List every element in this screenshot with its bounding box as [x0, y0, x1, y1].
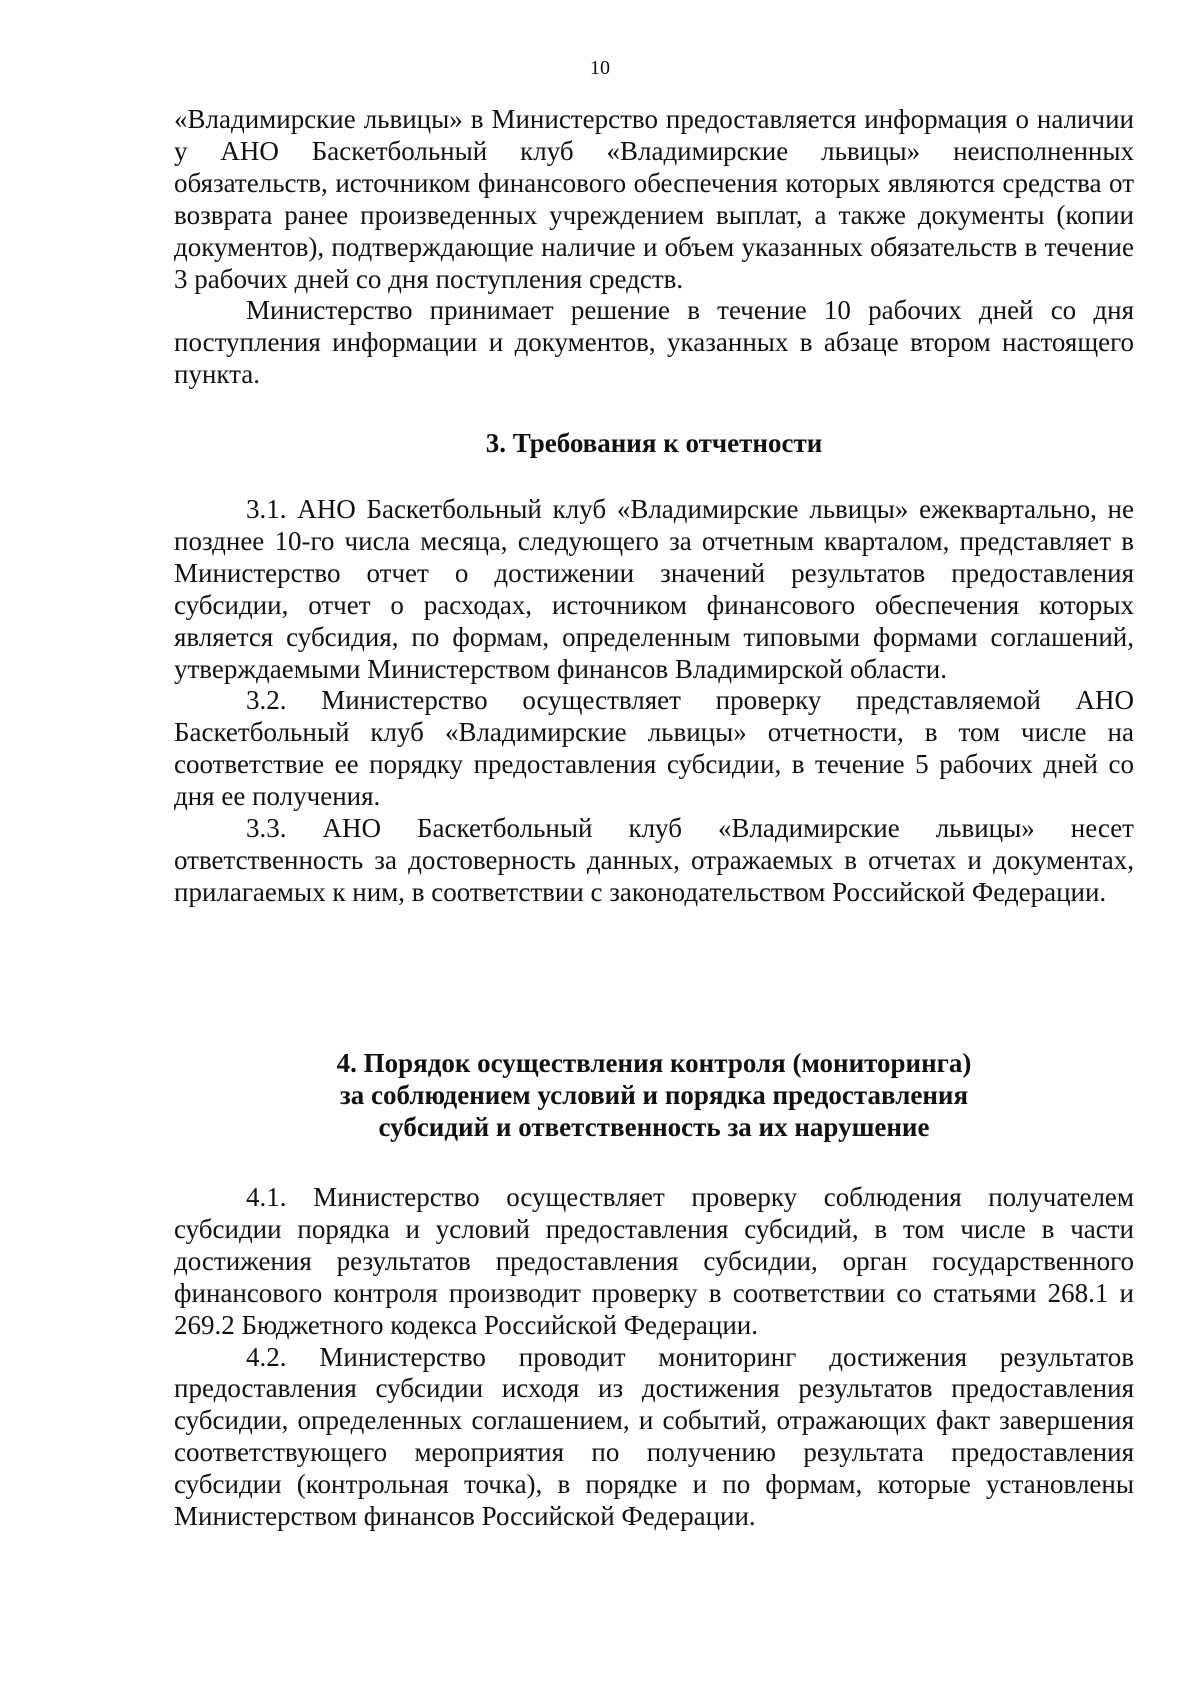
section-3-heading: 3. Требования к отчетности — [485, 428, 823, 458]
section-4-heading-line-2: за соблюдением условий и порядка предоставления — [339, 1079, 969, 1110]
section-4-body — [174, 1182, 1134, 1533]
section-4-heading — [174, 1048, 1134, 1144]
paragraph-3-3: 3.3. АНО Баскетбольный клуб «Владимирские львицы» несет ответственность за достоверность данных, отражаемых в отчетах и документах, прилагаемых к ним, в соответствии с законодательством Российской Федерации. — [174, 813, 1134, 907]
continuation-block — [174, 104, 1134, 391]
paragraph-continuation: «Владимирские львицы» в Министерство предоставляется информация о наличии у АНО Баскетбольный клуб «Владимирские львицы» неисполненных обязательств, источником финансового обеспечения которых являются средства от возврата ранее произведенных учреждением выплат, а также документы (копии документов), подтверждающие наличие и объем указанных обязательств в течение 3 рабочих дней со дня поступления средств. — [174, 104, 1134, 294]
paragraph-3-2: 3.2. Министерство осуществляет проверку представляемой АНО Баскетбольный клуб «Владимирские львицы» отчетности, в том числе на соответствие ее порядку предоставления субсидии, в течение 5 рабочих дней со дня ее получения. — [174, 685, 1134, 812]
paragraph-3-1: 3.1. АНО Баскетбольный клуб «Владимирские львицы» ежеквартально, не позднее 10-го числа месяца, следующего за отчетным кварталом, представляет в Министерство отчет о достижении значений результатов предоставления субсидии, отчет о расходах, источником финансового обеспечения которых является субсидия, по формам, определенным типовыми формами соглашений, утверждаемыми Министерством финансов Владимирской области. — [174, 494, 1134, 684]
section-4-heading-line-3: субсидий и ответственность за их нарушение — [378, 1111, 930, 1142]
section-3-body — [174, 494, 1134, 909]
page-number: 10 — [590, 57, 610, 79]
paragraph-4-1: 4.1. Министерство осуществляет проверку соблюдения получателем субсидии порядка и условий предоставления субсидий, в том числе в части достижения результатов предоставления субсидии, орган государственного финансового контроля производит проверку в соответствии со статьями 268.1 и 269.2 Бюджетного кодекса Российской Федерации. — [174, 1182, 1134, 1340]
section-4-heading-line-1: 4. Порядок осуществления контроля (мониторинга) — [336, 1048, 972, 1078]
paragraph-decision: Министерство принимает решение в течение 10 рабочих дней со дня поступления информации и документов, указанных в абзаце втором настоящего пункта. — [174, 295, 1134, 390]
paragraph-4-2: 4.2. Министерство проводит мониторинг достижения результатов предоставления субсидии исходя из достижения результатов предоставления субсидии, определенных соглашением, и событий, отражающих факт завершения соответствующего мероприятия по получению результата предоставления субсидии (контрольная точка), в порядке и по формам, которые установлены Министерством финансов Российской Федерации. — [174, 1341, 1134, 1532]
